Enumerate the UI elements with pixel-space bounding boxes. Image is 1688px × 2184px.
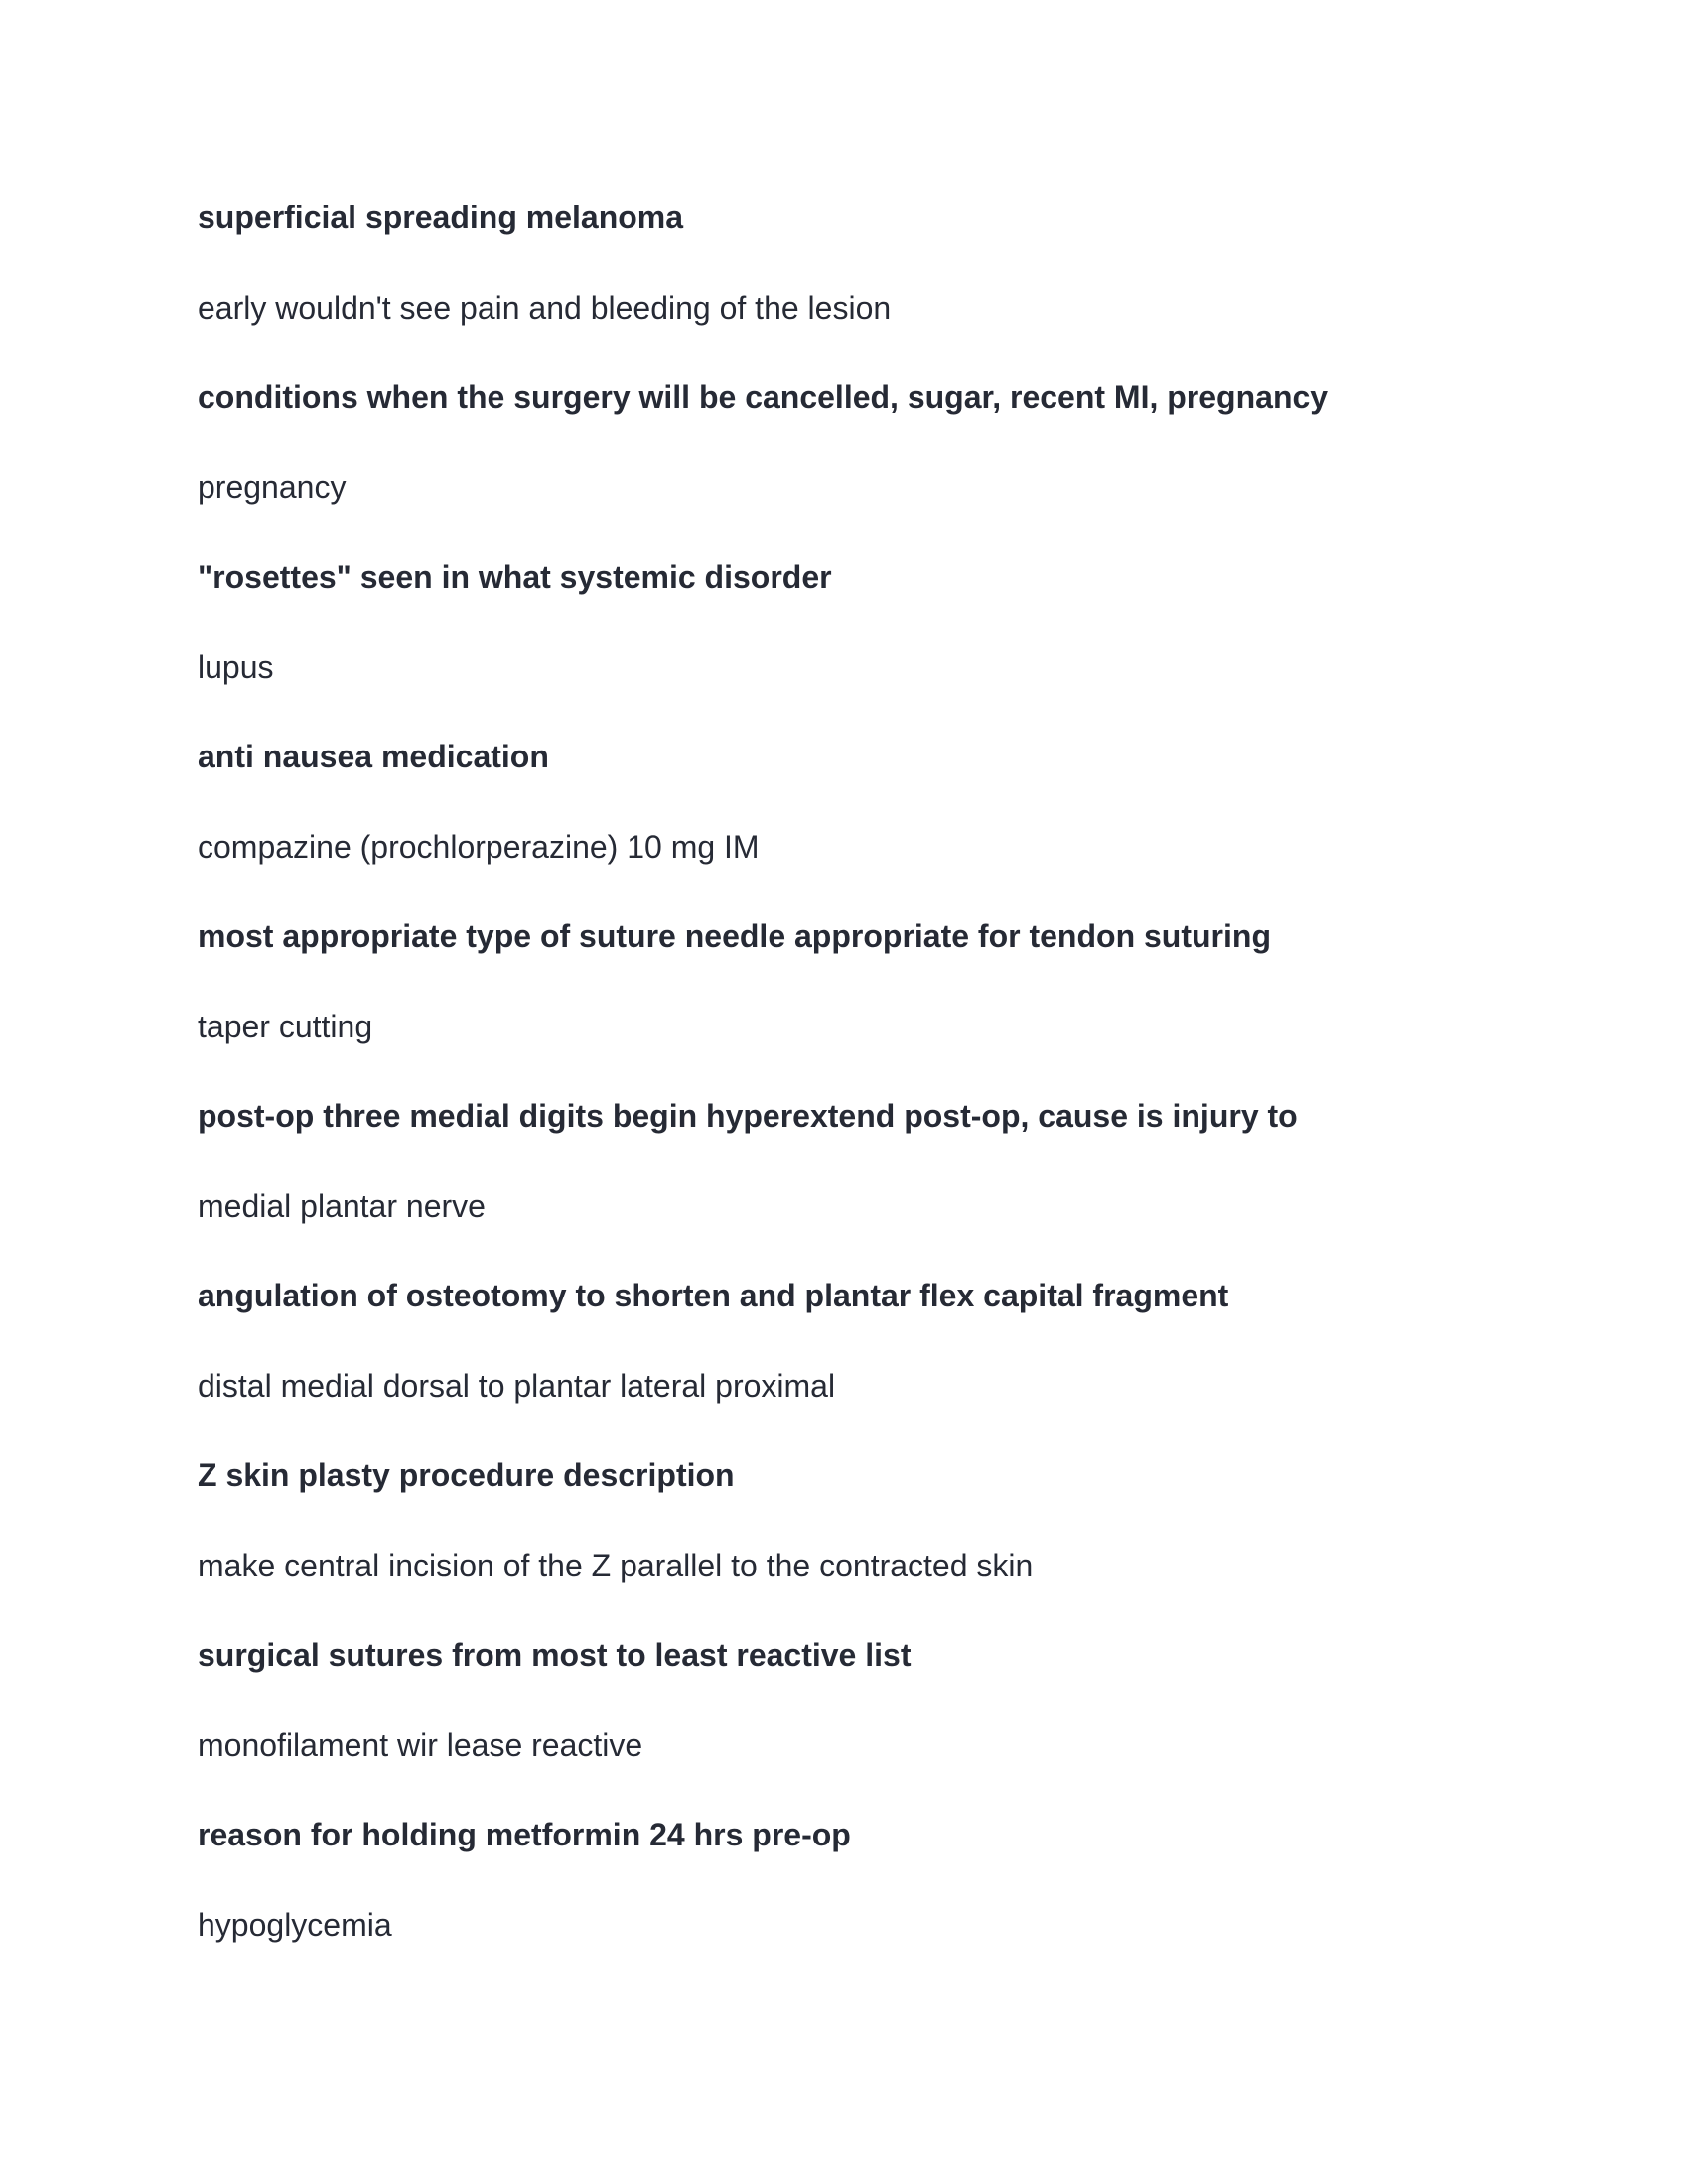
card-term: reason for holding metformin 24 hrs pre-op [198, 1817, 851, 1852]
card-term: most appropriate type of suture needle appropriate for tendon suturing [198, 918, 1271, 954]
card-term: surgical sutures from most to least reactive list [198, 1637, 912, 1673]
card-definition: medial plantar nerve [198, 1187, 486, 1224]
card-term: angulation of osteotomy to shorten and plantar flex capital fragment [198, 1278, 1229, 1313]
card-definition: distal medial dorsal to plantar lateral proximal [198, 1367, 836, 1404]
card-definition: monofilament wir lease reactive [198, 1726, 643, 1763]
card-term: Z skin plasty procedure description [198, 1457, 735, 1493]
card-term: "rosettes" seen in what systemic disorder [198, 559, 832, 595]
card-definition: lupus [198, 648, 274, 685]
flashcard-list [198, 194, 1568, 1990]
card-definition: hypoglycemia [198, 1906, 392, 1943]
card-term: conditions when the surgery will be cancelled, sugar, recent MI, pregnancy [198, 379, 1329, 415]
card-term: superficial spreading melanoma [198, 200, 684, 235]
card-definition: pregnancy [198, 469, 347, 505]
card-term: post-op three medial digits begin hyperextend post-op, cause is injury to [198, 1098, 1298, 1134]
card-term: anti nausea medication [198, 739, 549, 774]
card-definition: make central incision of the Z parallel to the contracted skin [198, 1547, 1034, 1583]
card-definition: compazine (prochlorperazine) 10 mg IM [198, 828, 760, 865]
card-definition: taper cutting [198, 1008, 373, 1044]
card-definition: early wouldn't see pain and bleeding of the lesion [198, 289, 892, 326]
